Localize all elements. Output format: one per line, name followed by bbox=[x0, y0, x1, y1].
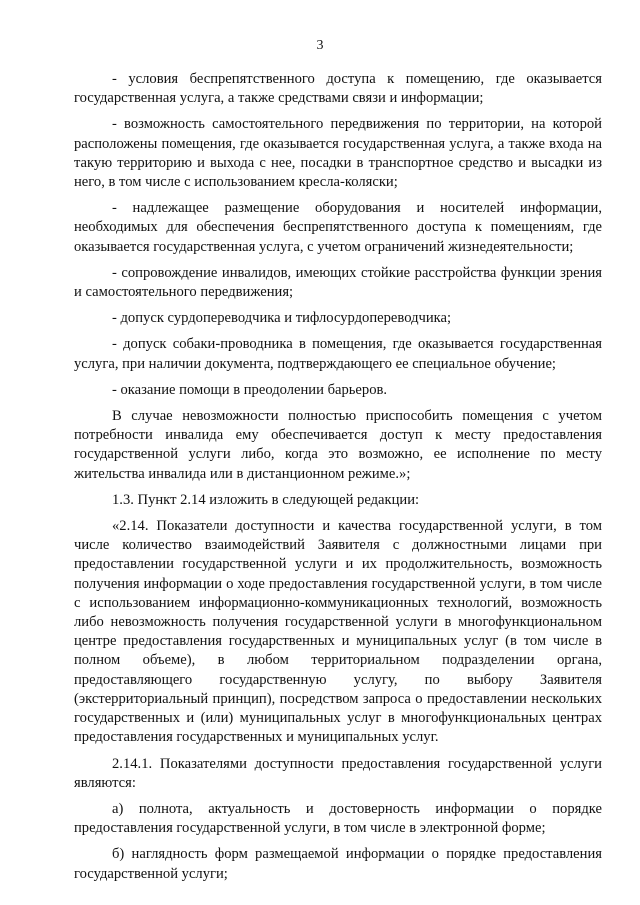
paragraph-section-2-14-1: 2.14.1. Показателями доступности предоставления государственной услуги являются: bbox=[74, 755, 602, 791]
paragraph-independent-movement: - возможность самостоятельного передвижения по территории, на которой расположены помещения, где оказывается государственная услуга, а также входа на такую территорию и выхода с нее, посадки в транспортное средство и высадки из него, в том числе с использованием кресла-коляски; bbox=[74, 116, 602, 191]
paragraph-item-a: а) полнота, актуальность и достоверность информации о порядке предоставления государственной услуги, в том числе в электронной форме; bbox=[74, 800, 602, 837]
paragraph-barrier-help: - оказание помощи в преодолении барьеров. bbox=[112, 381, 388, 398]
paragraph-item-b: б) наглядность форм размещаемой информации о порядке предоставления государственной услуги; bbox=[74, 846, 602, 882]
paragraph-section-2-14: «2.14. Показатели доступности и качества государственной услуги, в том числе количество взаимодействий Заявителя с должностными лицами при предоставлении государственной услуги и их продолжительность, возможность получения информации о ходе предоставления государственной услуги, в том числе с использованием информационно-коммуникационных технологий, возможность либо невозможность получения государственной услуги в многофункциональном центре предоставления государственных и муниципальных услуг (в том числе в полном объеме), в любом территориальном подразделении органа, предоставляющего государственную услугу, по выбору Заявителя (экстерриториальный принцип), посредством запроса о предоставлении нескольких государственных и (или) муниципальных услуг в многофункциональных центрах предоставления государственных и муниципальных услуг. bbox=[74, 518, 602, 746]
page-number: 3 bbox=[316, 38, 324, 53]
paragraph-equipment-placement: - надлежащее размещение оборудования и носителей информации, необходимых для обеспечения беспрепятственного доступа к помещениям, где оказывается государственная услуга, с учетом ограничений жизнедеятельности; bbox=[74, 200, 602, 255]
paragraph-sign-interpreter: - допуск сурдопереводчика и тифлосурдопереводчика; bbox=[112, 310, 452, 327]
paragraph-access-conditions: - условия беспрепятственного доступа к помещению, где оказывается государственная услуга, а также средствами связи и информации; bbox=[74, 71, 602, 107]
paragraph-section-1-3: 1.3. Пункт 2.14 изложить в следующей редакции: bbox=[112, 491, 420, 508]
paragraph-impossibility-case: В случае невозможности полностью приспособить помещения с учетом потребности инвалида ему обеспечивается доступ к месту предоставления государственной услуги либо, когда это возможно, ее исполнение по месту жительства инвалида или в дистанционном режиме.»; bbox=[74, 408, 602, 482]
document-body bbox=[74, 70, 602, 891]
paragraph-escort: - сопровождение инвалидов, имеющих стойкие расстройства функции зрения и самостоятельного передвижения; bbox=[74, 264, 602, 301]
paragraph-guide-dog: - допуск собаки-проводника в помещения, где оказывается государственная услуга, при наличии документа, подтверждающего ее специальное обучение; bbox=[74, 336, 602, 372]
